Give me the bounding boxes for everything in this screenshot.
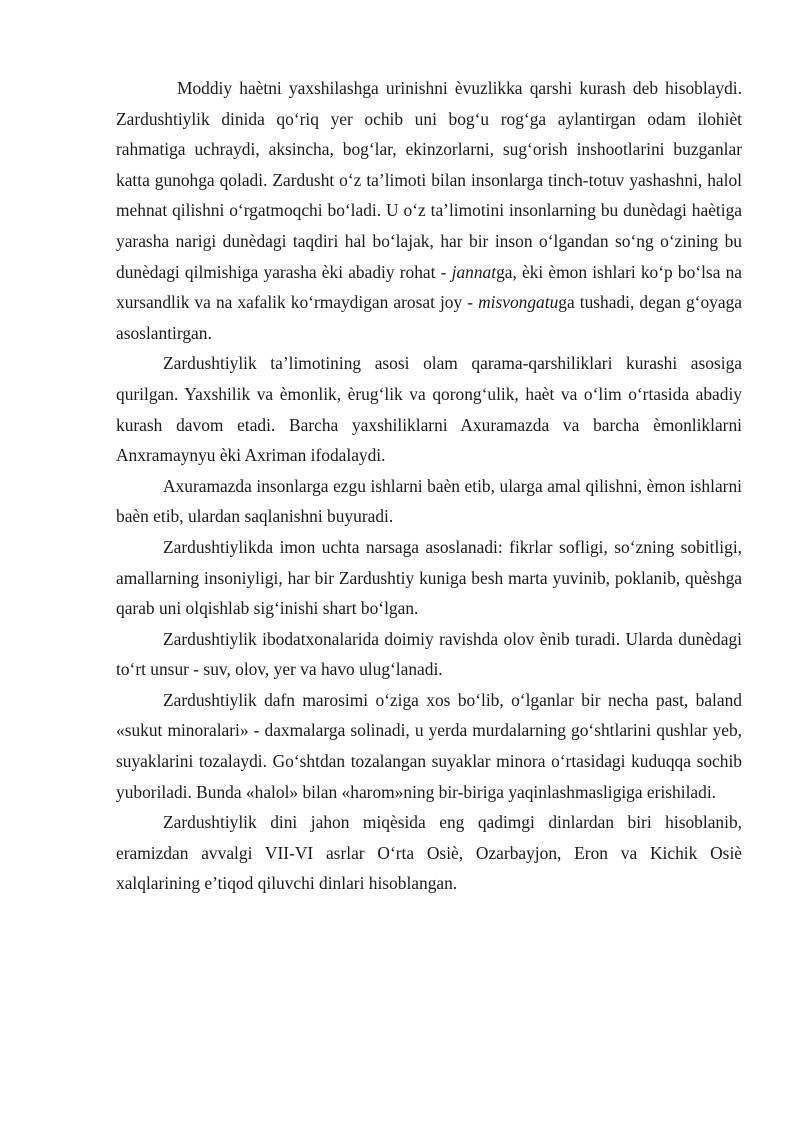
paragraph-5: Zardushtiylik ibodatxonalarida doimiy ravishda olov ènib turadi. Ularda dunèdagi to‘rt unsur - suv, olov, yer va havo ulug‘lanadi. [116,628,742,680]
paragraph-1-text-b: ga, èki èmon ishlari ko‘p bo‘lsa na xursandlik va na xafalik ko‘rmaydigan arosat joy - [116,261,742,313]
document-page [116,73,742,899]
italic-term-misvongatu: misvongatu [478,292,559,313]
paragraph-7: Zardushtiylik dini jahon miqèsida eng qadimgi dinlardan biri hisoblanib, eramizdan avvalgi VII-VI asrlar O‘rta Osiè, Ozarbayjon, Eron va Kichik Osiè xalqlarining e’tiqod qiluvchi dinlari hisoblangan. [116,812,742,894]
paragraph-1 [116,73,742,348]
paragraph-2: Zardushtiylik ta’limotining asosi olam qarama-qarshiliklari kurashi asosiga qurilgan. Yaxshilik va èmonlik, èrug‘lik va qorong‘ulik, haèt va o‘lim o‘rtasida abadiy kurash davom etadi. Barcha yaxshiliklarni Axuramazda va barcha èmonliklarni Anxramaynyu èki Axriman ifodalaydi. [116,353,742,466]
paragraph-1-text-a: Moddiy haètni yaxshilashga urinishni èvuzlikka qarshi kurash deb hisoblaydi. Zardushtiylik dinida qo‘riq yer ochib uni bog‘u rog‘ga aylantirgan odam ilohièt rahmatiga uchraydi, aksincha, bog‘lar, ekinzorlarni, sug‘orish inshootlarini buzganlar katta gunohga qoladi. Zardusht o‘z ta’limoti bilan insonlarga tinch-totuv yashashni, halol mehnat qilishni o‘rgatmoqchi bo‘ladi. U o‘z ta’limotini insonlarning bu dunèdagi haètiga yarasha narigi dunèdagi taqdiri hal bo‘lajak, har bir inson o‘lgandan so‘ng o‘zining bu dunèdagi qilmishiga yarasha èki abadiy rohat - [116,78,742,282]
italic-term-jannat: jannat [451,261,497,282]
paragraph-1-text-c: ga tushadi, degan g‘oyaga asoslantirgan. [116,292,742,343]
paragraph-4: Zardushtiylikda imon uchta narsaga asoslanadi: fikrlar sofligi, so‘zning sobitligi, amallarning insoniyligi, har bir Zardushtiy kuniga besh marta yuvinib, poklanib, quèshga qarab uni olqishlab sig‘inishi shart bo‘lgan. [116,536,742,619]
paragraph-3: Axuramazda insonlarga ezgu ishlarni baèn etib, ularga amal qilishni, èmon ishlarni baèn etib, ulardan saqlanishni buyuradi. [116,475,742,527]
paragraph-6: Zardushtiylik dafn marosimi o‘ziga xos bo‘lib, o‘lganlar bir necha past, baland «sukut minoralari» - daxmalarga solinadi, u yerda murdalarning go‘shtlarini qushlar yeb, suyaklarini tozalaydi. Go‘shtdan tozalangan suyaklar minora o‘rtasidagi kuduqqa sochib yuboriladi. Bunda «halol» bilan «harom»ning bir-biriga yaqinlashmasligiga erishiladi. [116,689,742,802]
